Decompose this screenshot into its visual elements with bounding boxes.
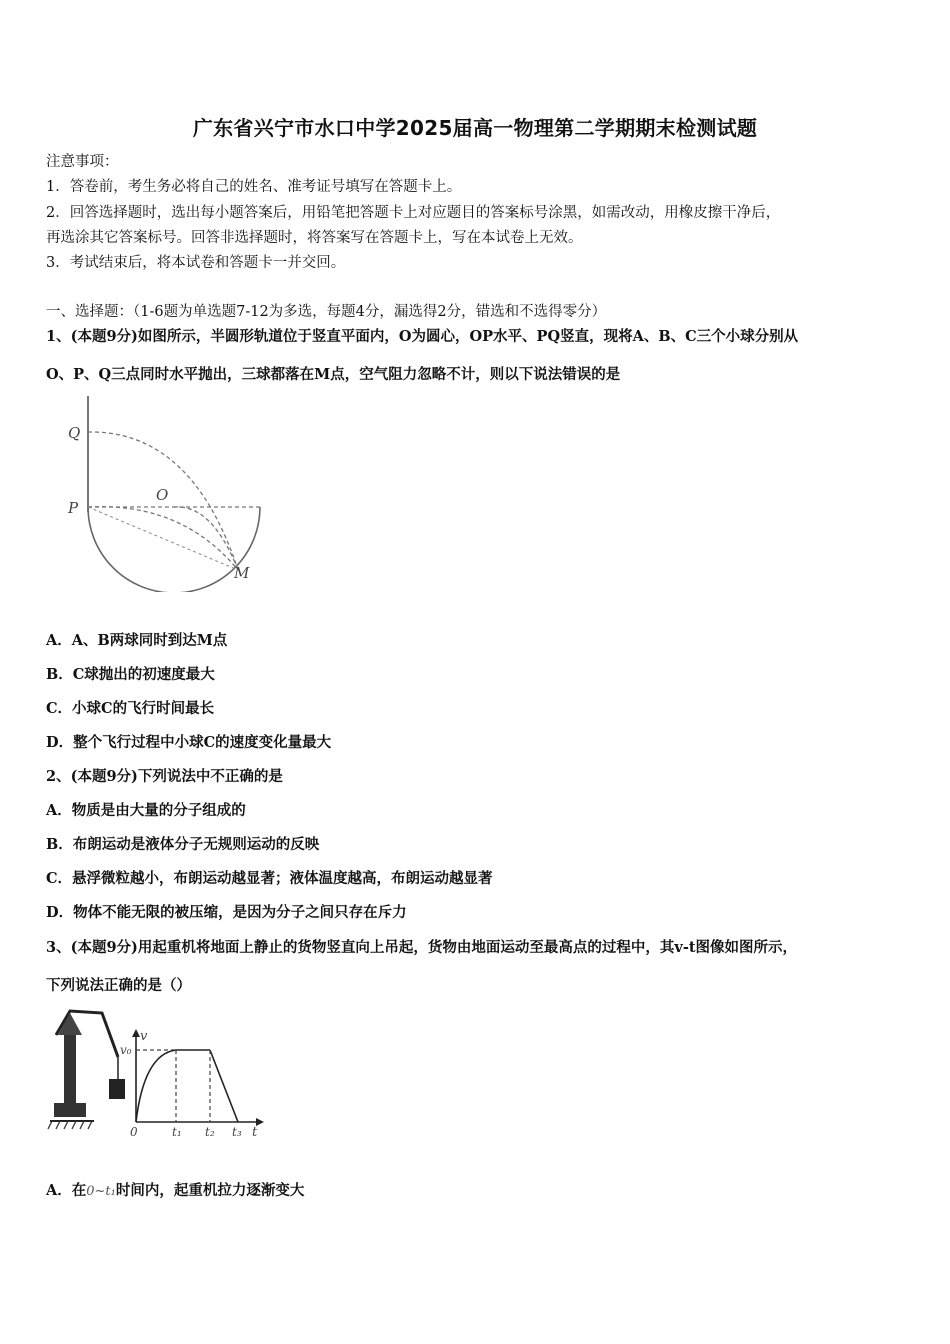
q3-option-a [46, 1181, 304, 1202]
q1-label-m: M [234, 564, 250, 582]
q1-option-d: D．整个飞行过程中小球C的速度变化量最大 [46, 734, 332, 751]
vt-curve-decel [210, 1050, 238, 1122]
vt-v-axis-arrow [132, 1029, 140, 1037]
q1-semicircle-figure [62, 392, 272, 592]
q1-option-c: C．小球C的飞行时间最长 [46, 700, 215, 717]
vt-label-v0: v₀ [120, 1043, 132, 1057]
q3-option-a-suffix: 时间内，起重机拉力逐渐变大 [115, 1182, 305, 1199]
q3-stem-line1: 3、(本题9分)用起重机将地面上静止的货物竖直向上吊起，货物由地面运动至最高点的过程中，其v-t图像如图所示， [46, 939, 798, 956]
vt-label-origin: 0 [130, 1125, 138, 1139]
notice-item-2-cont: 再选涂其它答案标号。回答非选择题时，将答案写在答题卡上，写在本试卷上无效。 [46, 230, 583, 246]
q1-stem-line1: 1、(本题9分)如图所示，半圆形轨道位于竖直平面内，O为圆心，OP水平、PQ竖直，现将A、B、C三个小球分别从 [46, 328, 799, 345]
section-heading: 一、选择题：（1-6题为单选题7-12为多选，每题4分，漏选得2分，错选和不选得零分） [46, 304, 607, 320]
q2-option-a: A．物质是由大量的分子组成的 [46, 802, 246, 819]
q1-option-b: B．C球抛出的初速度最大 [46, 666, 215, 683]
q1-label-o: O [156, 486, 169, 504]
q2-option-c: C．悬浮微粒越小，布朗运动越显著；液体温度越高，布朗运动越显著 [46, 870, 493, 887]
q1-stem-line2: O、P、Q三点同时水平抛出，三球都落在M点，空气阻力忽略不计，则以下说法错误的是 [46, 366, 621, 383]
q2-option-d: D．物体不能无限的被压缩，是因为分子之间只存在斥力 [46, 904, 407, 921]
q3-stem-line2: 下列说法正确的是（） [46, 977, 191, 994]
vt-label-t1: t₁ [172, 1125, 182, 1139]
q3-option-a-interval: 0~t₁ [86, 1184, 116, 1199]
vt-curve-accel [136, 1050, 176, 1122]
crane-base [54, 1103, 86, 1117]
notice-item-1: 1．答卷前，考生务必将自己的姓名、准考证号填写在答题卡上。 [46, 179, 462, 195]
crane-tower [64, 1025, 76, 1103]
notice-heading: 注意事项： [46, 154, 119, 170]
q3-option-a-prefix: A．在 [46, 1182, 87, 1199]
q1-label-p: P [68, 499, 79, 517]
q1-option-a: A．A、B两球同时到达M点 [46, 632, 228, 649]
q2-option-b: B．布朗运动是液体分子无规则运动的反映 [46, 836, 320, 853]
vt-label-t2: t₂ [205, 1125, 215, 1139]
notice-item-3: 3．考试结束后，将本试卷和答题卡一并交回。 [46, 255, 346, 271]
vt-label-v: v [140, 1029, 148, 1044]
q2-stem: 2、(本题9分)下列说法中不正确的是 [46, 768, 283, 785]
crane-ground-hatch [48, 1121, 92, 1129]
page-title: 广东省兴宁市水口中学2025届高一物理第二学期期末检测试题 [192, 116, 758, 140]
q1-label-q: Q [68, 424, 81, 442]
q1-trajectory-o [174, 507, 238, 570]
q3-vt-graph [118, 1022, 268, 1140]
vt-label-t3: t₃ [232, 1125, 242, 1139]
vt-label-t: t [252, 1125, 258, 1140]
notice-item-2: 2．回答选择题时，选出每小题答案后，用铅笔把答题卡上对应题目的答案标号涂黑，如需改动，用橡皮擦干净后， [46, 205, 781, 221]
